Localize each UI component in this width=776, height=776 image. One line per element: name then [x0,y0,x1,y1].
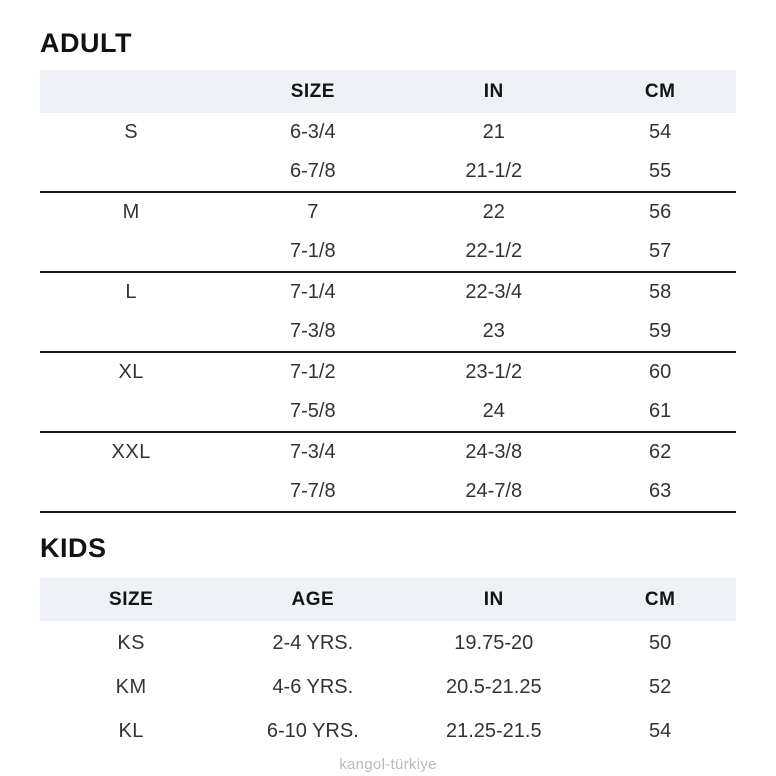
in-cell: 20.5-21.25 [445,675,542,698]
in-cell: 22-3/4 [465,281,523,303]
column-header-in: IN [403,578,584,621]
size-group-m [40,192,736,272]
cm-cell: 60 [649,361,672,383]
column-header-empty [40,70,222,113]
in-cell: 21 [482,121,505,143]
size-group-xl [40,352,736,432]
in-cell: 24-7/8 [465,480,523,502]
size-cell: 7-7/8 [290,480,336,502]
size-label: XXL [111,441,151,463]
table-row [40,665,736,709]
cm-cell: 56 [649,201,672,223]
size-cell: 7-5/8 [290,400,336,422]
in-cell: 21-1/2 [465,160,523,182]
table-row [40,113,736,152]
cm-cell: 54 [649,121,672,143]
size-label [40,152,222,192]
size-label: XL [118,361,144,383]
table-row [40,232,736,272]
table-row [40,352,736,392]
column-header-cm: CM [584,578,736,621]
cm-cell: 52 [649,675,672,698]
cm-cell: 57 [649,240,672,262]
size-cell: 6-7/8 [290,160,336,182]
cm-cell: 59 [649,320,672,342]
in-cell: 21.25-21.5 [445,719,542,742]
column-header-size: SIZE [222,70,403,113]
table-row [40,432,736,472]
size-cell: 6-3/4 [290,121,336,143]
in-cell: 24-3/8 [465,441,523,463]
size-cell: 7-1/4 [290,281,336,303]
cm-cell: 61 [649,400,672,422]
size-label: S [124,121,139,143]
size-cell: 7-3/8 [290,320,336,342]
table-row [40,392,736,432]
age-cell: 6-10 YRS. [266,719,359,742]
size-group-l [40,272,736,352]
column-header-size: SIZE [40,578,222,621]
table-row [40,192,736,232]
in-cell: 24 [482,400,505,422]
size-group-s [40,113,736,192]
in-cell: 19.75-20 [454,631,534,654]
size-cell: 7-3/4 [290,441,336,463]
in-cell: 22 [482,201,505,223]
cm-cell: 54 [649,719,672,742]
size-cell: 7-1/8 [290,240,336,262]
in-cell: 23-1/2 [465,361,523,383]
adult-header-row [40,70,736,113]
size-label: L [125,281,137,303]
table-row [40,621,736,665]
cm-cell: 55 [649,160,672,182]
table-row [40,709,736,753]
table-row [40,312,736,352]
size-label: KL [118,719,144,742]
kids-section-title: KIDS [40,533,107,563]
size-label: M [122,201,140,223]
cm-cell: 63 [649,480,672,502]
size-label: KS [117,631,146,654]
size-cell: 7 [307,201,319,223]
cm-cell: 62 [649,441,672,463]
cm-cell: 58 [649,281,672,303]
column-header-cm: CM [584,70,736,113]
size-label [40,232,222,272]
cm-cell: 50 [649,631,672,654]
size-group-xxl [40,432,736,512]
size-label [40,312,222,352]
column-header-age: AGE [222,578,403,621]
table-row [40,272,736,312]
column-header-in: IN [403,70,584,113]
in-cell: 22-1/2 [465,240,523,262]
table-row [40,152,736,192]
kids-size-table [40,578,736,753]
kids-header-row [40,578,736,621]
size-cell: 7-1/2 [290,361,336,383]
adult-size-table [40,70,736,513]
size-label [40,472,222,512]
size-label: KM [115,675,147,698]
age-cell: 4-6 YRS. [272,675,354,698]
watermark-text: kangol-türkiye [339,756,437,773]
in-cell: 23 [482,320,505,342]
size-label [40,392,222,432]
age-cell: 2-4 YRS. [272,631,354,654]
adult-section-title: ADULT [40,28,132,58]
table-row [40,472,736,512]
